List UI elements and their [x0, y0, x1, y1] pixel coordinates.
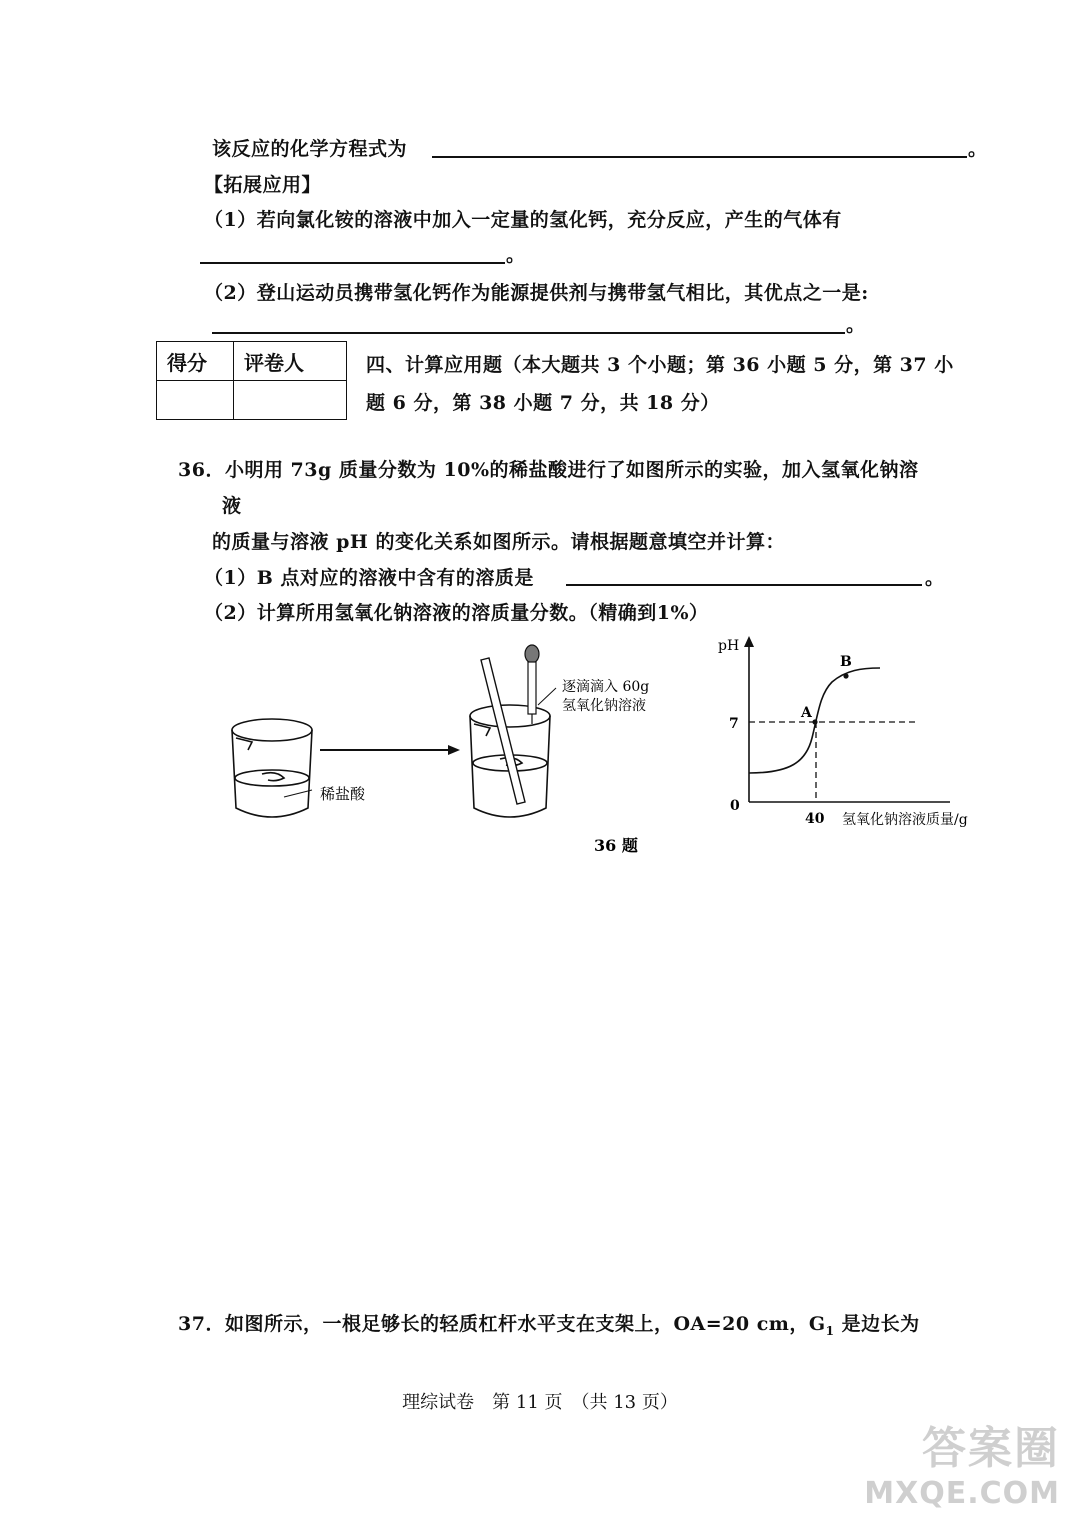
q36-sub1-answer-blank[interactable]: [566, 584, 922, 586]
point-b-label: B: [840, 654, 852, 670]
glass-rod: [481, 658, 525, 804]
ext-question-2: （2）登山运动员携带氢化钙作为能源提供剂与携带氢气相比，其优点之一是:: [204, 282, 869, 304]
score-header: 得分: [157, 342, 234, 381]
ext-question-1: （1）若向氯化铵的溶液中加入一定量的氢化钙，充分反应，产生的气体有: [204, 209, 842, 231]
grader-cell[interactable]: [234, 381, 347, 420]
equation-prompt: 该反应的化学方程式为: [212, 138, 408, 160]
q36-figure: [0, 630, 1080, 860]
point-a-label: A: [801, 705, 812, 721]
drop-label-leader: [538, 688, 556, 705]
score-table: [156, 341, 347, 420]
x-axis-label: 氢氧化钠溶液质量/g: [842, 812, 968, 828]
beaker-label-leader: [284, 790, 312, 797]
arrow-icon: [320, 745, 460, 755]
equation-answer-blank[interactable]: [432, 156, 967, 158]
y-tick-label: 7: [729, 716, 739, 732]
page-footer: 理综试卷 第 11 页 （共 13 页）: [402, 1392, 678, 1413]
y-axis-arrow: [744, 636, 754, 647]
drop-label-2: 氢氧化钠溶液: [562, 698, 646, 714]
extension-header: 【拓展应用】: [204, 174, 322, 196]
point-b-marker: [843, 673, 848, 678]
beaker-hcl: [232, 719, 312, 817]
dropper-icon: [525, 645, 539, 724]
origin-label: 0: [730, 798, 740, 814]
q37-line1: 37．如图所示，一根足够长的轻质杠杆水平支在支架上，OA=20 cm，$G_1$ 是边长为: [178, 1313, 920, 1338]
q36-line1b: 液: [222, 495, 242, 517]
figure-caption: 36 题: [594, 836, 638, 855]
q36-line2: 的质量与溶液 pH 的变化关系如图所示。请根据题意填空并计算：: [212, 531, 785, 553]
q36-sub2: （2）计算所用氢氧化钠溶液的溶质量分数。（精确到1%）: [204, 602, 709, 624]
section4-title-line2: 题 6 分，第 38 小题 7 分，共 18 分）: [366, 392, 720, 414]
watermark-logo: 答案圈 MXQE.COM: [864, 1423, 1060, 1511]
drop-label-1: 逐滴滴入 60g: [562, 679, 650, 695]
ext-q1-answer-blank[interactable]: [200, 262, 505, 264]
score-cell[interactable]: [157, 381, 234, 420]
beaker-label: 稀盐酸: [320, 785, 366, 803]
y-axis-label: pH: [718, 638, 740, 654]
ph-chart: [718, 636, 968, 828]
q36-sub1-end: 。: [925, 567, 945, 589]
ext-q2-answer-blank[interactable]: [212, 332, 845, 334]
q36-sub1: （1）B 点对应的溶液中含有的溶质是: [204, 567, 534, 589]
grader-header: 评卷人: [234, 342, 347, 381]
x-tick-label: 40: [805, 811, 825, 827]
q36-line1: 36．小明用 73g 质量分数为 10%的稀盐酸进行了如图所示的实验，加入氢氧化钠溶: [178, 459, 919, 481]
section4-title-line1: 四、计算应用题（本大题共 3 个小题；第 36 小题 5 分，第 37 小: [366, 354, 954, 376]
ext-q2-end: 。: [846, 314, 866, 336]
ext-q1-end: 。: [506, 244, 526, 266]
point-a-marker: [812, 719, 817, 724]
equation-end: 。: [968, 138, 988, 160]
